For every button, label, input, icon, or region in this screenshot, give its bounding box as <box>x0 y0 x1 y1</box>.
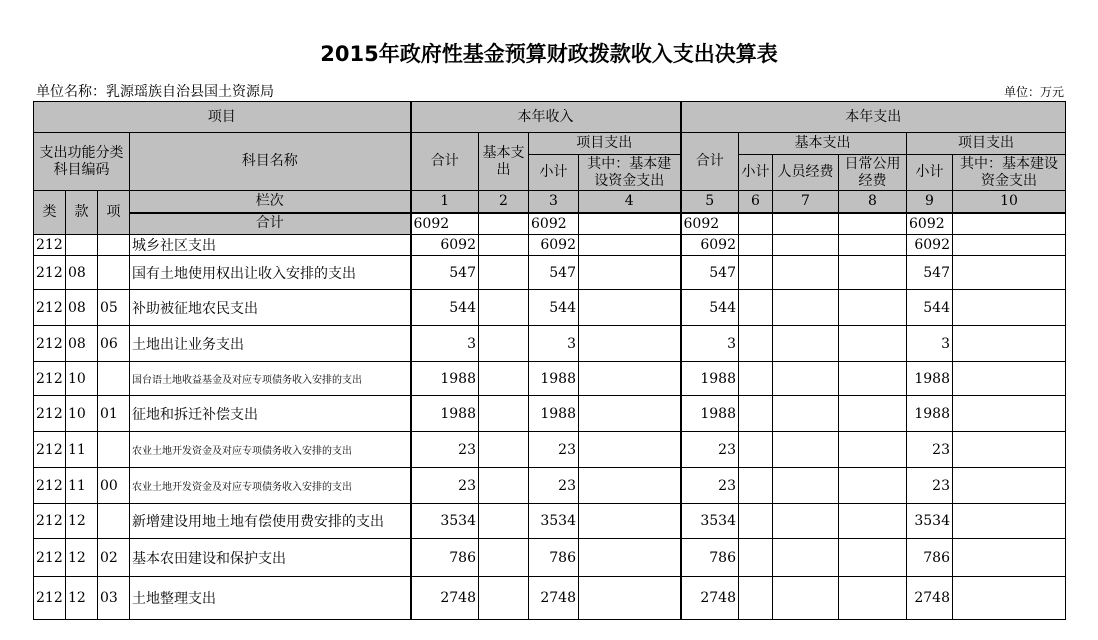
public-cell <box>839 432 907 468</box>
public-cell <box>839 504 907 539</box>
personnel-cell <box>773 326 839 362</box>
total-row <box>34 213 1066 235</box>
header-expense-project: 项目支出 <box>907 133 1066 155</box>
income-basic-cell <box>479 577 529 620</box>
total-c7 <box>773 213 839 235</box>
col-no-6: 6 <box>739 191 773 213</box>
total-c10 <box>953 213 1066 235</box>
column-number-row <box>34 191 1066 213</box>
total-c1: 6092 <box>411 213 479 235</box>
col-no-4: 4 <box>579 191 681 213</box>
total-c5: 6092 <box>681 213 739 235</box>
income-basic-cell <box>479 326 529 362</box>
income-capital-cell <box>579 235 681 256</box>
income-capital-cell <box>579 504 681 539</box>
income-project-subtotal-cell: 2748 <box>529 577 579 620</box>
income-capital-cell <box>579 577 681 620</box>
public-cell <box>839 326 907 362</box>
table-row <box>34 432 1066 468</box>
col-no-5: 5 <box>681 191 739 213</box>
header-column-no: 栏次 <box>130 191 411 213</box>
income-basic-cell <box>479 256 529 290</box>
header-expense: 本年支出 <box>681 102 1066 133</box>
income-basic-cell <box>479 539 529 577</box>
expense-capital-cell <box>953 468 1066 504</box>
personnel-cell <box>773 432 839 468</box>
basic-subtotal-cell <box>739 290 773 326</box>
lei-cell: 212 <box>34 290 66 326</box>
income-total-cell: 2748 <box>411 577 479 620</box>
income-total-cell: 1988 <box>411 362 479 396</box>
col-no-1: 1 <box>411 191 479 213</box>
income-total-cell: 6092 <box>411 235 479 256</box>
personnel-cell <box>773 468 839 504</box>
kuan-cell: 11 <box>66 432 98 468</box>
kuan-cell: 12 <box>66 504 98 539</box>
basic-subtotal-cell <box>739 468 773 504</box>
income-total-cell: 544 <box>411 290 479 326</box>
xiang-cell: 02 <box>98 539 130 577</box>
unit-name: 单位名称：乳源瑶族自治县国土资源局 <box>36 84 274 100</box>
public-cell <box>839 235 907 256</box>
income-total-cell: 23 <box>411 468 479 504</box>
expense-capital-cell <box>953 396 1066 432</box>
table-row <box>34 235 1066 256</box>
header-code: 支出功能分类科目编码 <box>34 133 130 191</box>
personnel-cell <box>773 235 839 256</box>
header-income-capital: 其中：基本建设资金支出 <box>579 155 681 191</box>
income-basic-cell <box>479 235 529 256</box>
subject-name-cell: 新增建设用地土地有偿使用费安排的支出 <box>130 504 411 539</box>
basic-subtotal-cell <box>739 539 773 577</box>
subject-name-cell: 农业土地开发资金及对应专项债务收入安排的支出 <box>130 432 411 468</box>
expense-total-cell: 23 <box>681 468 739 504</box>
income-total-cell: 3534 <box>411 504 479 539</box>
table-row <box>34 290 1066 326</box>
kuan-cell: 11 <box>66 468 98 504</box>
income-project-subtotal-cell: 1988 <box>529 396 579 432</box>
income-total-cell: 1988 <box>411 396 479 432</box>
project-subtotal-cell: 2748 <box>907 577 953 620</box>
income-project-subtotal-cell: 786 <box>529 539 579 577</box>
header-project: 项目 <box>34 102 411 133</box>
kuan-cell: 10 <box>66 362 98 396</box>
xiang-cell <box>98 504 130 539</box>
expense-capital-cell <box>953 539 1066 577</box>
expense-total-cell: 6092 <box>681 235 739 256</box>
basic-subtotal-cell <box>739 577 773 620</box>
basic-subtotal-cell <box>739 504 773 539</box>
header-kuan: 款 <box>66 191 98 235</box>
income-basic-cell <box>479 504 529 539</box>
basic-subtotal-cell <box>739 362 773 396</box>
income-project-subtotal-cell: 547 <box>529 256 579 290</box>
public-cell <box>839 290 907 326</box>
project-subtotal-cell: 3 <box>907 326 953 362</box>
income-project-subtotal-cell: 1988 <box>529 362 579 396</box>
table-row <box>34 577 1066 620</box>
header-lei: 类 <box>34 191 66 235</box>
subject-name-cell: 农业土地开发资金及对应专项债务收入安排的支出 <box>130 468 411 504</box>
total-c9: 6092 <box>907 213 953 235</box>
expense-capital-cell <box>953 432 1066 468</box>
personnel-cell <box>773 504 839 539</box>
header-project-subtotal: 小计 <box>907 155 953 191</box>
xiang-cell: 06 <box>98 326 130 362</box>
income-total-cell: 3 <box>411 326 479 362</box>
lei-cell: 212 <box>34 326 66 362</box>
project-subtotal-cell: 23 <box>907 432 953 468</box>
header-expense-capital: 其中：基本建设资金支出 <box>953 155 1066 191</box>
income-project-subtotal-cell: 23 <box>529 432 579 468</box>
total-row-label: 合计 <box>130 213 411 235</box>
currency-unit: 单位：万元 <box>1003 85 1064 99</box>
expense-total-cell: 2748 <box>681 577 739 620</box>
basic-subtotal-cell <box>739 396 773 432</box>
personnel-cell <box>773 290 839 326</box>
lei-cell: 212 <box>34 432 66 468</box>
header-income-project: 项目支出 <box>529 133 681 155</box>
project-subtotal-cell: 3534 <box>907 504 953 539</box>
expense-total-cell: 786 <box>681 539 739 577</box>
header-basic-subtotal: 小计 <box>739 155 773 191</box>
personnel-cell <box>773 362 839 396</box>
expense-total-cell: 547 <box>681 256 739 290</box>
col-no-9: 9 <box>907 191 953 213</box>
income-project-subtotal-cell: 544 <box>529 290 579 326</box>
income-project-subtotal-cell: 3 <box>529 326 579 362</box>
expense-capital-cell <box>953 577 1066 620</box>
col-no-8: 8 <box>839 191 907 213</box>
public-cell <box>839 362 907 396</box>
table-row <box>34 504 1066 539</box>
subject-name-cell: 补助被征地农民支出 <box>130 290 411 326</box>
xiang-cell: 00 <box>98 468 130 504</box>
col-no-2: 2 <box>479 191 529 213</box>
project-subtotal-cell: 23 <box>907 468 953 504</box>
total-c2 <box>479 213 529 235</box>
col-no-3: 3 <box>529 191 579 213</box>
public-cell <box>839 539 907 577</box>
personnel-cell <box>773 539 839 577</box>
header-subject-name: 科目名称 <box>130 133 411 191</box>
basic-subtotal-cell <box>739 326 773 362</box>
personnel-cell <box>773 396 839 432</box>
kuan-cell: 08 <box>66 290 98 326</box>
header-row-2 <box>34 133 1066 155</box>
income-capital-cell <box>579 362 681 396</box>
header-xiang: 项 <box>98 191 130 235</box>
table-row <box>34 256 1066 290</box>
expense-total-cell: 1988 <box>681 396 739 432</box>
xiang-cell <box>98 432 130 468</box>
basic-subtotal-cell <box>739 432 773 468</box>
header-income-subtotal: 小计 <box>529 155 579 191</box>
expense-total-cell: 3 <box>681 326 739 362</box>
total-c6 <box>739 213 773 235</box>
xiang-cell: 01 <box>98 396 130 432</box>
project-subtotal-cell: 1988 <box>907 396 953 432</box>
lei-cell: 212 <box>34 235 66 256</box>
income-capital-cell <box>579 256 681 290</box>
subject-name-cell: 征地和拆迁补偿支出 <box>130 396 411 432</box>
expense-total-cell: 1988 <box>681 362 739 396</box>
lei-cell: 212 <box>34 504 66 539</box>
kuan-cell: 08 <box>66 256 98 290</box>
subject-name-cell: 国有土地使用权出让收入安排的支出 <box>130 256 411 290</box>
subject-name-cell: 基本农田建设和保护支出 <box>130 539 411 577</box>
lei-cell: 212 <box>34 362 66 396</box>
table-row <box>34 468 1066 504</box>
kuan-cell: 12 <box>66 577 98 620</box>
xiang-cell <box>98 235 130 256</box>
expense-capital-cell <box>953 256 1066 290</box>
income-basic-cell <box>479 468 529 504</box>
project-subtotal-cell: 786 <box>907 539 953 577</box>
income-capital-cell <box>579 396 681 432</box>
report-title: 2015年政府性基金预算财政拨款收入支出决算表 <box>320 42 778 66</box>
expense-total-cell: 544 <box>681 290 739 326</box>
xiang-cell <box>98 256 130 290</box>
header-income-total: 合计 <box>411 133 479 191</box>
expense-total-cell: 3534 <box>681 504 739 539</box>
col-no-7: 7 <box>773 191 839 213</box>
expense-total-cell: 23 <box>681 432 739 468</box>
header-income: 本年收入 <box>411 102 681 133</box>
expense-capital-cell <box>953 235 1066 256</box>
table-row <box>34 326 1066 362</box>
income-project-subtotal-cell: 3534 <box>529 504 579 539</box>
personnel-cell <box>773 577 839 620</box>
header-expense-basic: 基本支出 <box>739 133 907 155</box>
public-cell <box>839 577 907 620</box>
income-capital-cell <box>579 326 681 362</box>
income-basic-cell <box>479 290 529 326</box>
header-expense-total: 合计 <box>681 133 739 191</box>
project-subtotal-cell: 544 <box>907 290 953 326</box>
public-cell <box>839 396 907 432</box>
income-basic-cell <box>479 362 529 396</box>
total-c8 <box>839 213 907 235</box>
table-row <box>34 362 1066 396</box>
basic-subtotal-cell <box>739 256 773 290</box>
xiang-cell <box>98 362 130 396</box>
expense-capital-cell <box>953 362 1066 396</box>
income-basic-cell <box>479 396 529 432</box>
kuan-cell <box>66 235 98 256</box>
income-total-cell: 786 <box>411 539 479 577</box>
expense-capital-cell <box>953 504 1066 539</box>
kuan-cell: 10 <box>66 396 98 432</box>
income-basic-cell <box>479 432 529 468</box>
subject-name-cell: 国台语土地收益基金及对应专项债务收入安排的支出 <box>130 362 411 396</box>
xiang-cell: 05 <box>98 290 130 326</box>
total-c3: 6092 <box>529 213 579 235</box>
personnel-cell <box>773 256 839 290</box>
basic-subtotal-cell <box>739 235 773 256</box>
income-capital-cell <box>579 290 681 326</box>
project-subtotal-cell: 6092 <box>907 235 953 256</box>
public-cell <box>839 468 907 504</box>
budget-table <box>33 101 1066 620</box>
income-project-subtotal-cell: 23 <box>529 468 579 504</box>
lei-cell: 212 <box>34 577 66 620</box>
header-public: 日常公用经费 <box>839 155 907 191</box>
header-row-1 <box>34 102 1066 133</box>
table-row <box>34 539 1066 577</box>
xiang-cell: 03 <box>98 577 130 620</box>
income-capital-cell <box>579 468 681 504</box>
expense-capital-cell <box>953 326 1066 362</box>
kuan-cell: 12 <box>66 539 98 577</box>
header-personnel: 人员经费 <box>773 155 839 191</box>
income-total-cell: 547 <box>411 256 479 290</box>
income-project-subtotal-cell: 6092 <box>529 235 579 256</box>
lei-cell: 212 <box>34 539 66 577</box>
lei-cell: 212 <box>34 256 66 290</box>
col-no-10: 10 <box>953 191 1066 213</box>
income-capital-cell <box>579 539 681 577</box>
subject-name-cell: 土地出让业务支出 <box>130 326 411 362</box>
lei-cell: 212 <box>34 396 66 432</box>
subject-name-cell: 土地整理支出 <box>130 577 411 620</box>
expense-capital-cell <box>953 290 1066 326</box>
project-subtotal-cell: 1988 <box>907 362 953 396</box>
total-c4 <box>579 213 681 235</box>
header-income-basic: 基本支出 <box>479 133 529 191</box>
table-row <box>34 396 1066 432</box>
kuan-cell: 08 <box>66 326 98 362</box>
project-subtotal-cell: 547 <box>907 256 953 290</box>
income-capital-cell <box>579 432 681 468</box>
subject-name-cell: 城乡社区支出 <box>130 235 411 256</box>
lei-cell: 212 <box>34 468 66 504</box>
public-cell <box>839 256 907 290</box>
income-total-cell: 23 <box>411 432 479 468</box>
